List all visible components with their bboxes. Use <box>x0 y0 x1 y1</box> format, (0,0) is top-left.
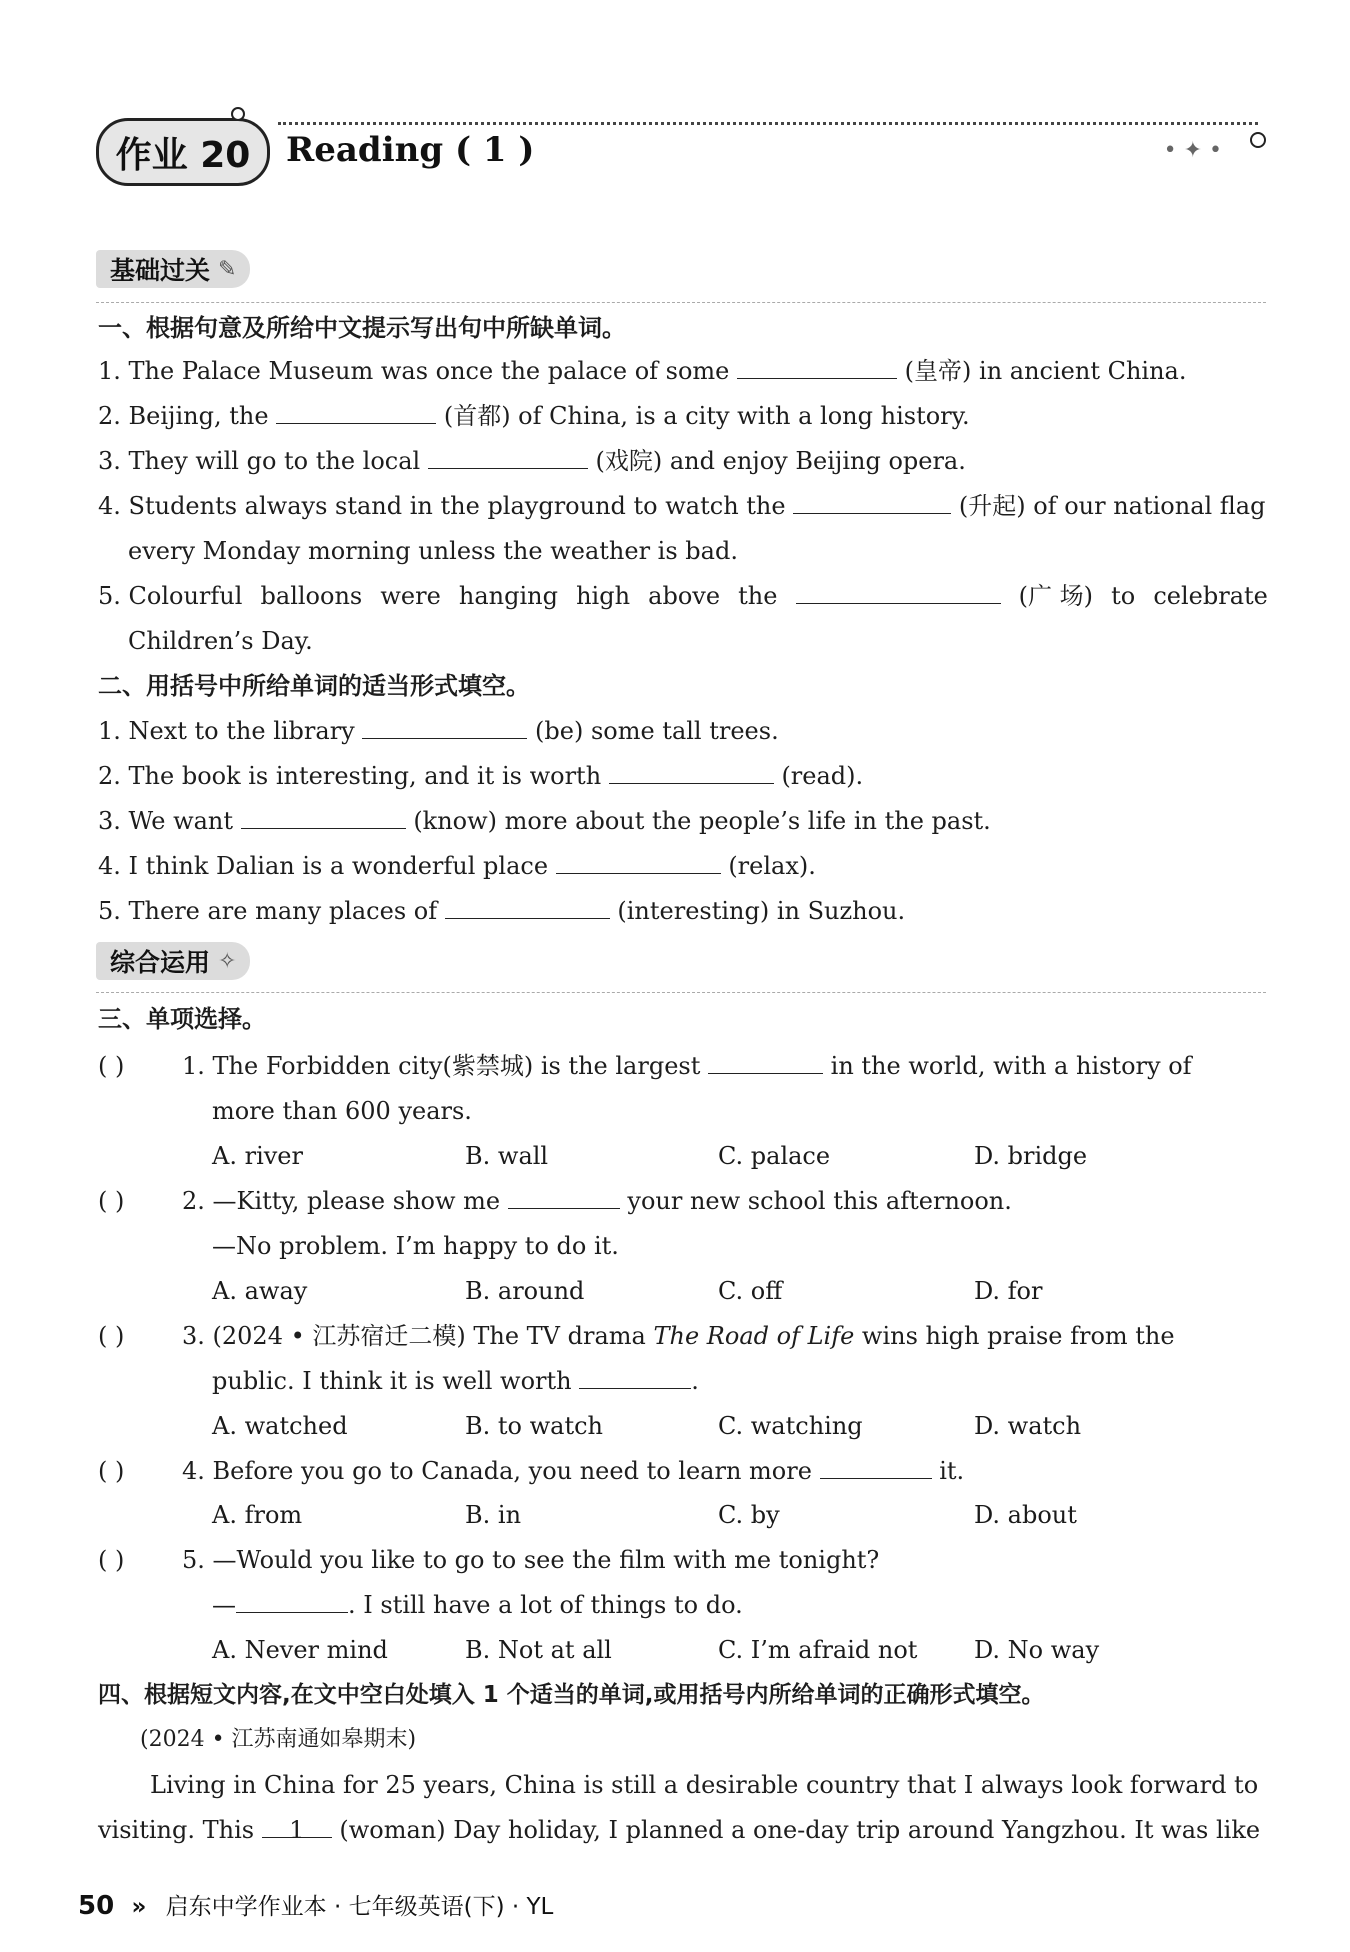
question-text: 2. —Kitty, please show me <box>182 1187 501 1215</box>
question-text: in the world, with a history of <box>830 1052 1192 1080</box>
answer-blank[interactable] <box>428 446 588 469</box>
drama-title: The Road of Life <box>653 1322 855 1350</box>
question-text: — <box>212 1591 236 1619</box>
section-tab-label: 综合运用 <box>110 948 211 977</box>
part1-heading: 一、根据句意及所给中文提示写出句中所缺单词。 <box>98 314 626 342</box>
question-text: (relax). <box>728 852 816 880</box>
question-word: were <box>380 582 441 610</box>
question-word: the <box>738 582 778 610</box>
option-b[interactable]: B. Not at all <box>465 1636 612 1664</box>
answer-parentheses[interactable]: ( ) <box>98 1457 125 1485</box>
section-divider <box>96 992 1266 993</box>
option-b[interactable]: B. around <box>465 1277 585 1305</box>
answer-blank[interactable] <box>276 401 436 424</box>
option-d[interactable]: D. watch <box>974 1412 1082 1440</box>
chevron-right-icon: » <box>131 1894 147 1920</box>
question-word: above <box>648 582 721 610</box>
question-word: 5. Colourful <box>98 582 243 610</box>
mc-question-5 <box>98 1545 1268 1575</box>
section-tab-label: 基础过关 <box>110 256 211 285</box>
option-a[interactable]: A. Never mind <box>212 1636 388 1664</box>
option-a[interactable]: A. away <box>212 1277 308 1305</box>
section-divider <box>96 302 1266 303</box>
part2-heading: 二、用括号中所给单词的适当形式填空。 <box>98 672 530 700</box>
question-text: 4. I think Dalian is a wonderful place <box>98 852 549 880</box>
question-text: . I still have a lot of things to do. <box>348 1591 743 1619</box>
option-a[interactable]: A. watched <box>212 1412 348 1440</box>
part2-question-2 <box>98 761 1268 791</box>
answer-blank[interactable] <box>708 1051 823 1074</box>
option-b[interactable]: B. wall <box>465 1142 549 1170</box>
mc-question-3-continued <box>212 1366 1350 1396</box>
option-d[interactable]: D. No way <box>974 1636 1100 1664</box>
answer-blank[interactable] <box>362 716 527 739</box>
question-text: 4. Students always stand in the playground to watch the <box>98 492 786 520</box>
answer-blank[interactable] <box>556 851 721 874</box>
header-dotted-line <box>278 122 1258 126</box>
question-text: 5. There are many places of <box>98 897 438 925</box>
question-text: 3. They will go to the local <box>98 447 421 475</box>
mc-question-3 <box>98 1321 1268 1351</box>
question-text: (read). <box>781 762 864 790</box>
part1-question-5 <box>98 581 1268 611</box>
part1-question-5-continued: Children’s Day. <box>128 627 313 655</box>
question-text: 3. (2024 • 江苏宿迁二模) The TV drama <box>182 1322 646 1350</box>
question-text: wins high praise from the <box>861 1322 1175 1350</box>
option-d[interactable]: D. bridge <box>974 1142 1088 1170</box>
mc-question-5-continued <box>212 1590 1350 1620</box>
question-word: balloons <box>260 582 363 610</box>
option-c[interactable]: C. I’m afraid not <box>718 1636 918 1664</box>
answer-blank[interactable] <box>609 761 774 784</box>
question-text: 2. The book is interesting, and it is worth <box>98 762 602 790</box>
page-footer <box>78 1888 553 1921</box>
option-b[interactable]: B. to watch <box>465 1412 604 1440</box>
answer-blank[interactable] <box>508 1186 620 1209</box>
part1-question-1 <box>98 356 1268 386</box>
question-text: 5. —Would you like to go to see the film with me tonight? <box>182 1546 880 1574</box>
question-text: it. <box>939 1457 965 1485</box>
passage-line-2 <box>98 1815 1268 1845</box>
answer-blank[interactable] <box>241 806 406 829</box>
mc-question-2-continued: —No problem. I’m happy to do it. <box>212 1232 619 1260</box>
part1-question-4 <box>98 491 1268 521</box>
question-text: (know) more about the people’s life in the past. <box>413 807 991 835</box>
option-b[interactable]: B. in <box>465 1501 522 1529</box>
section-tab-basics <box>96 250 250 288</box>
part2-question-5 <box>98 896 1268 926</box>
option-c[interactable]: C. off <box>718 1277 783 1305</box>
question-text: . <box>691 1367 699 1395</box>
question-text: public. I think it is well worth <box>212 1367 572 1395</box>
part2-question-3 <box>98 806 1268 836</box>
option-d[interactable]: D. about <box>974 1501 1077 1529</box>
answer-blank[interactable] <box>796 581 1001 604</box>
pencil-icon: ✎ <box>218 256 237 282</box>
question-text: (戏院) and enjoy Beijing opera. <box>595 447 966 475</box>
page-number: 50 <box>78 1891 115 1921</box>
part1-question-4-continued: every Monday morning unless the weather is bad. <box>128 537 738 565</box>
question-word: to <box>1111 582 1136 610</box>
answer-blank[interactable] <box>445 896 610 919</box>
mc-question-1 <box>98 1051 1268 1081</box>
question-text: your new school this afternoon. <box>627 1187 1012 1215</box>
answer-blank[interactable] <box>579 1366 691 1389</box>
question-word: high <box>576 582 631 610</box>
answer-blank[interactable] <box>820 1456 932 1479</box>
option-d[interactable]: D. for <box>974 1277 1043 1305</box>
passage-text: (woman) Day holiday, I planned a one-day trip around Yangzhou. It was like <box>339 1816 1261 1844</box>
question-word: hanging <box>458 582 558 610</box>
book-title: 启东中学作业本 · 七年级英语(下) · YL <box>165 1894 554 1920</box>
assignment-title: Reading ( 1 ) <box>286 130 535 170</box>
answer-parentheses[interactable]: ( ) <box>98 1052 125 1080</box>
answer-parentheses[interactable]: ( ) <box>98 1187 125 1215</box>
question-text: 1. The Forbidden city(紫禁城) is the largest <box>182 1052 701 1080</box>
question-text: 2. Beijing, the <box>98 402 269 430</box>
part1-question-3 <box>98 446 1268 476</box>
section-tab-comprehensive <box>96 942 250 980</box>
passage-blank-1[interactable]: 1 <box>262 1815 332 1838</box>
part1-question-2 <box>98 401 1268 431</box>
option-c[interactable]: C. by <box>718 1501 780 1529</box>
question-text: (皇帝) in ancient China. <box>904 357 1187 385</box>
mc-question-2 <box>98 1186 1268 1216</box>
option-a[interactable]: A. from <box>212 1501 303 1529</box>
answer-blank[interactable] <box>236 1590 348 1613</box>
header-end-circle-icon <box>1250 132 1266 148</box>
answer-parentheses[interactable]: ( ) <box>98 1322 125 1350</box>
part3-heading: 三、单项选择。 <box>98 1005 266 1033</box>
question-text: (be) some tall trees. <box>535 717 779 745</box>
star-icon: ✧ <box>218 948 237 974</box>
question-text: (interesting) in Suzhou. <box>617 897 906 925</box>
assignment-badge: 作业 20 <box>96 118 270 186</box>
assignment-header <box>96 118 1266 192</box>
question-text: 4. Before you go to Canada, you need to learn more <box>182 1457 812 1485</box>
question-word: (广 场) <box>1018 582 1094 610</box>
question-text: (升起) of our national flag <box>958 492 1266 520</box>
part4-heading: 四、根据短文内容,在文中空白处填入 1 个适当的单词,或用括号内所给单词的正确形式填空。 <box>98 1682 1045 1708</box>
question-text: (首都) of China, is a city with a long history. <box>443 402 970 430</box>
part4-source: (2024 • 江苏南通如皋期末) <box>140 1727 417 1752</box>
question-text: 1. Next to the library <box>98 717 355 745</box>
option-c[interactable]: C. palace <box>718 1142 831 1170</box>
question-text: 3. We want <box>98 807 234 835</box>
passage-text: visiting. This <box>98 1816 255 1844</box>
option-c[interactable]: C. watching <box>718 1412 863 1440</box>
option-a[interactable]: A. river <box>212 1142 303 1170</box>
answer-blank[interactable] <box>793 491 951 514</box>
question-word: celebrate <box>1153 582 1268 610</box>
part2-question-4 <box>98 851 1268 881</box>
passage-line-1: Living in China for 25 years, China is still a desirable country that I always look forward to <box>150 1771 1259 1799</box>
part2-question-1 <box>98 716 1268 746</box>
mc-question-4 <box>98 1456 1268 1486</box>
mc-question-1-continued: more than 600 years. <box>212 1097 472 1125</box>
sparkle-icon: • ✦ • <box>1163 138 1222 163</box>
question-text: 1. The Palace Museum was once the palace of some <box>98 357 730 385</box>
answer-blank[interactable] <box>737 356 897 379</box>
answer-parentheses[interactable]: ( ) <box>98 1546 125 1574</box>
